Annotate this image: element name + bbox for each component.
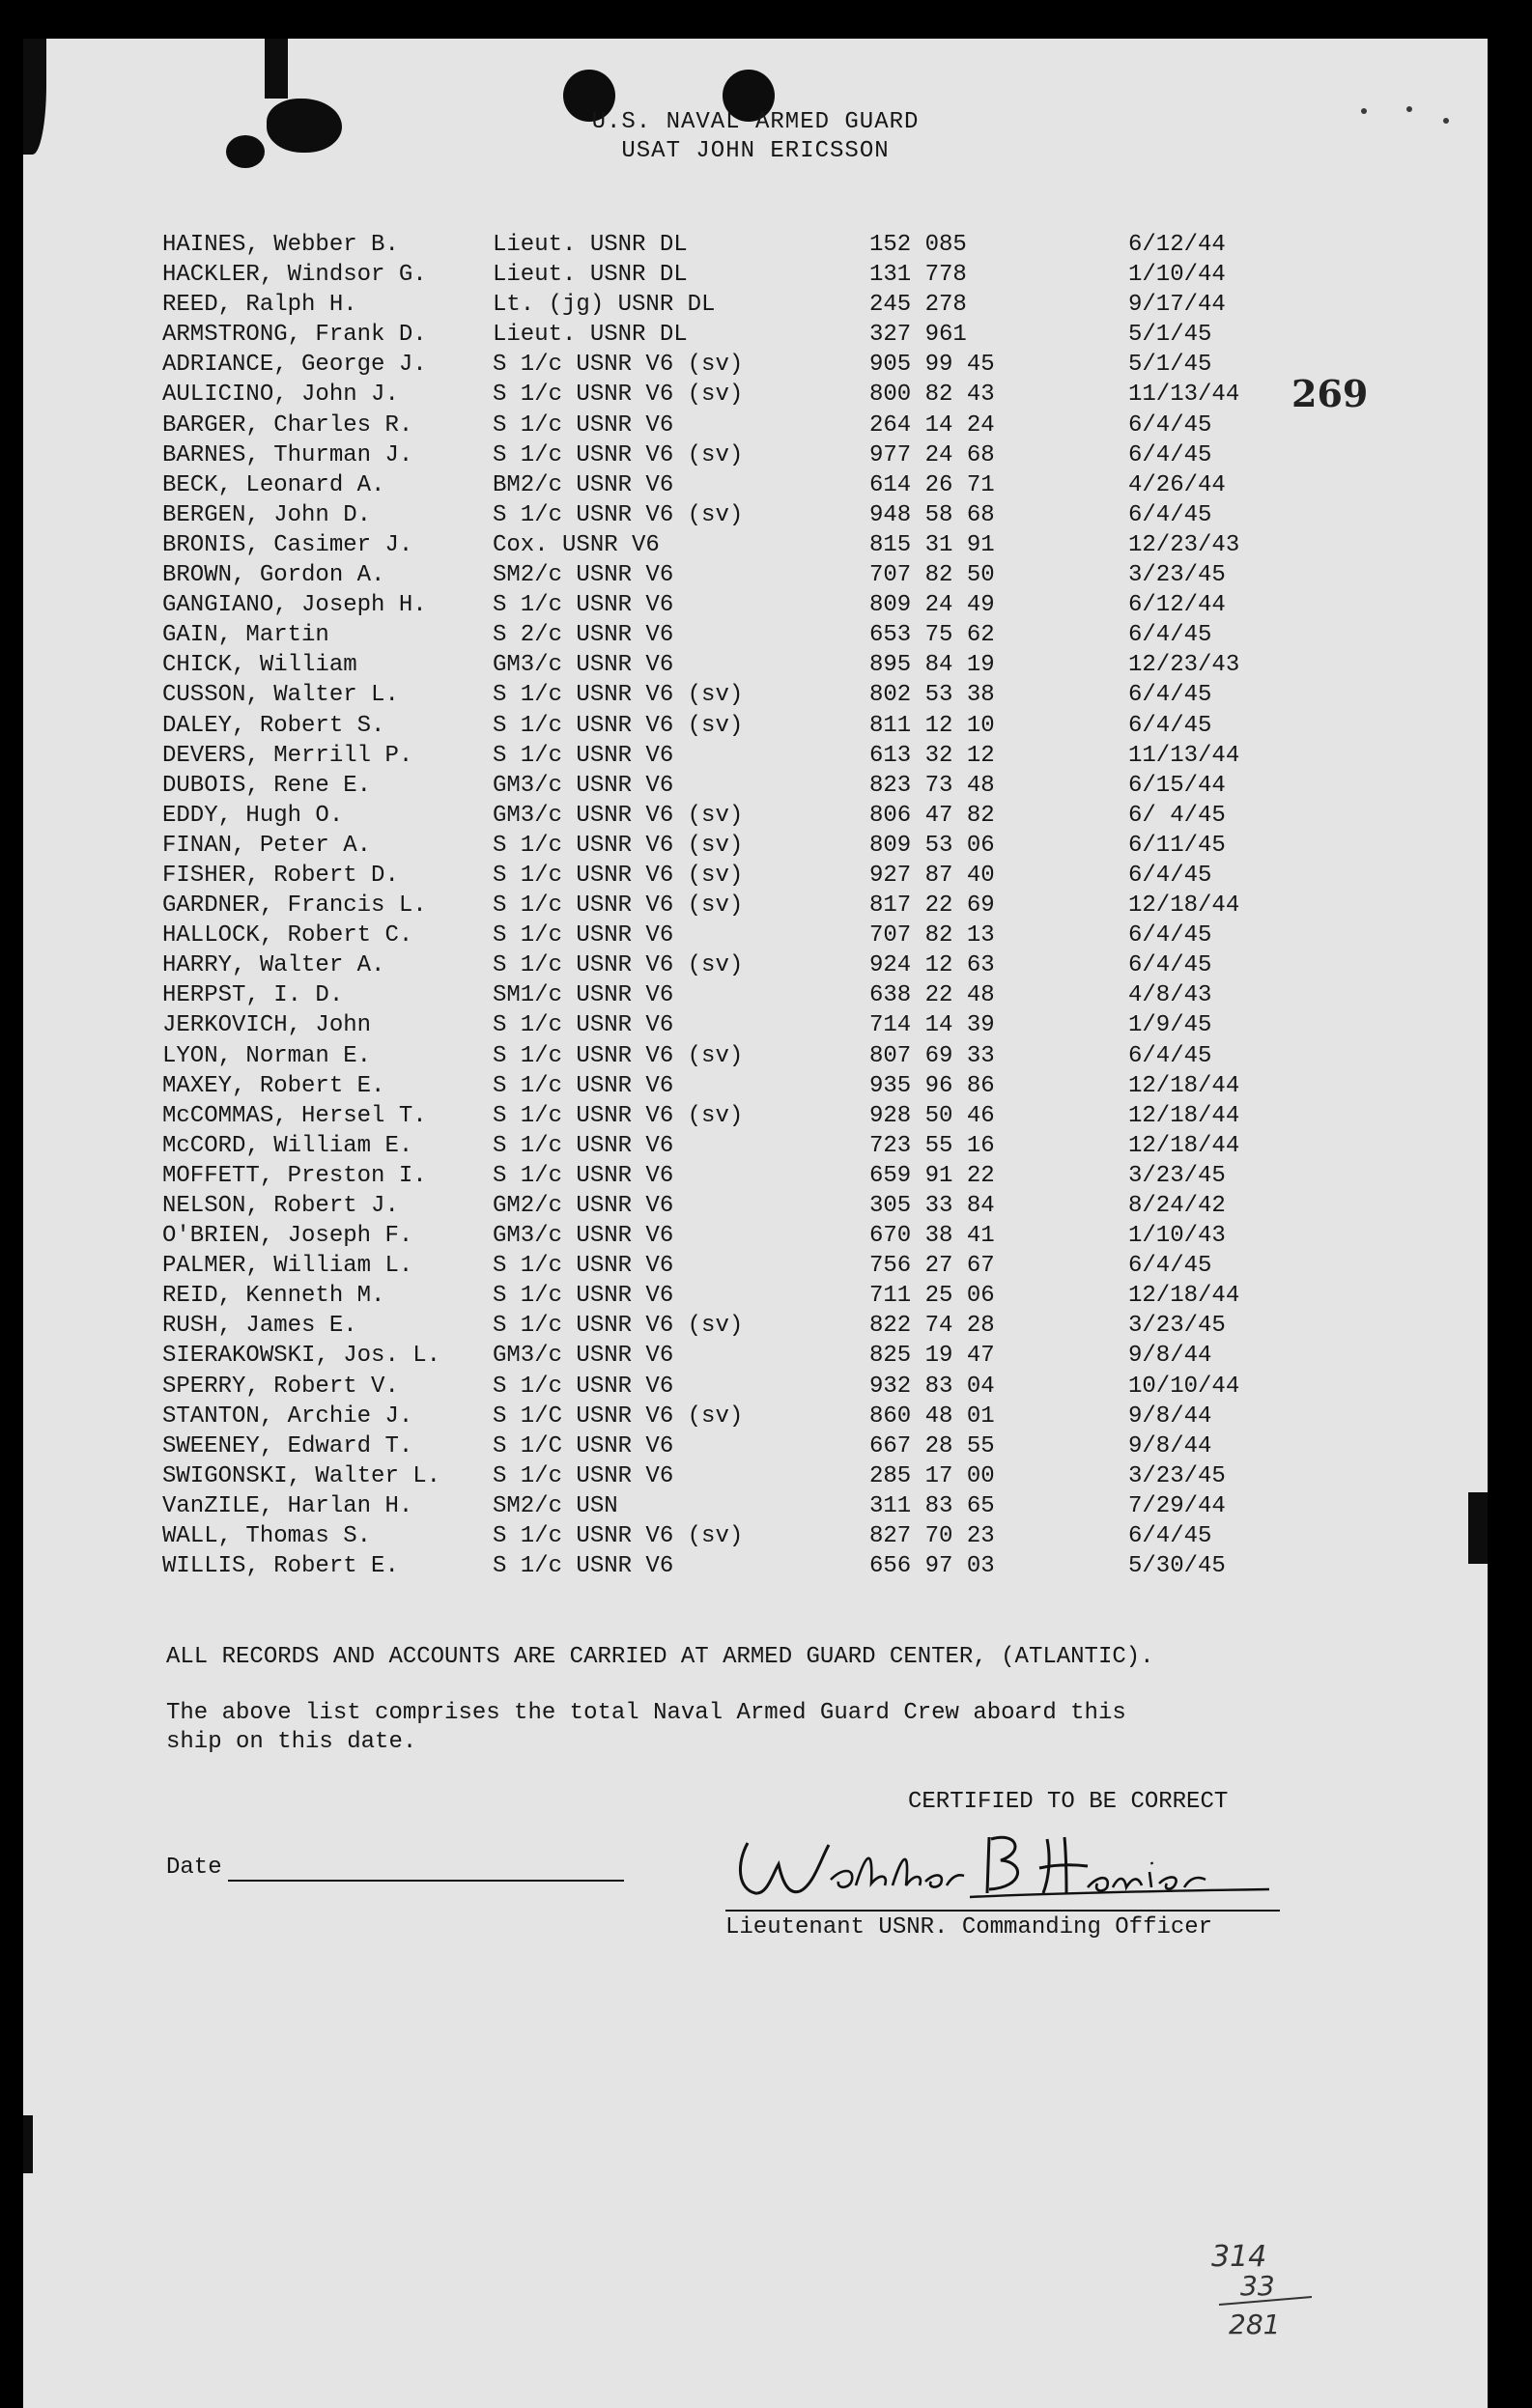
crew-date: 12/18/44 xyxy=(1128,1102,1240,1129)
crew-row xyxy=(162,1253,1321,1283)
crew-row xyxy=(162,1223,1321,1253)
crew-name: HARRY, Walter A. xyxy=(162,952,385,979)
crew-name: HACKLER, Windsor G. xyxy=(162,262,427,289)
crew-rate: S 1/c USNR V6 (sv) xyxy=(493,862,744,889)
crew-date: 6/4/45 xyxy=(1128,441,1212,468)
crew-row xyxy=(162,982,1321,1012)
crew-row xyxy=(162,472,1321,502)
crew-date: 6/4/45 xyxy=(1128,501,1212,528)
crew-service-number: 659 91 22 xyxy=(869,1162,995,1189)
date-blank-line xyxy=(228,1880,624,1882)
crew-date: 6/4/45 xyxy=(1128,1523,1212,1550)
crew-service-number: 656 97 03 xyxy=(869,1553,995,1580)
signature xyxy=(728,1826,1279,1903)
crew-row xyxy=(162,1073,1321,1103)
crew-rate: GM3/c USNR V6 xyxy=(493,652,674,679)
crew-date: 10/10/44 xyxy=(1128,1373,1240,1400)
crew-row xyxy=(162,1283,1321,1313)
crew-rate: SM2/c USNR V6 xyxy=(493,562,674,589)
crew-row xyxy=(162,1403,1321,1433)
crew-rate: S 1/c USNR V6 xyxy=(493,1462,674,1489)
crew-name: PALMER, William L. xyxy=(162,1253,413,1280)
crew-name: GARDNER, Francis L. xyxy=(162,892,427,920)
crew-service-number: 653 75 62 xyxy=(869,622,995,649)
crew-row xyxy=(162,502,1321,532)
crew-service-number: 977 24 68 xyxy=(869,441,995,468)
crew-service-number: 827 70 23 xyxy=(869,1523,995,1550)
crew-name: O'BRIEN, Joseph F. xyxy=(162,1223,413,1250)
crew-rate: S 1/c USNR V6 (sv) xyxy=(493,952,744,979)
crew-name: JERKOVICH, John xyxy=(162,1012,372,1039)
crew-name: CUSSON, Walter L. xyxy=(162,682,399,709)
crew-name: SWEENEY, Edward T. xyxy=(162,1432,413,1459)
crew-rate: Cox. USNR V6 xyxy=(493,531,660,558)
pencil-annotation xyxy=(1206,2231,1321,2347)
crew-row xyxy=(162,1012,1321,1042)
crew-row xyxy=(162,412,1321,442)
crew-name: GAIN, Martin xyxy=(162,622,329,649)
crew-date: 1/10/43 xyxy=(1128,1223,1226,1250)
crew-note-line1: The above list comprises the total Naval Armed Guard Crew aboard this xyxy=(166,1700,1126,1726)
crew-name: STANTON, Archie J. xyxy=(162,1402,413,1430)
crew-service-number: 707 82 50 xyxy=(869,562,995,589)
crew-rate: S 1/c USNR V6 xyxy=(493,1283,674,1310)
crew-service-number: 264 14 24 xyxy=(869,411,995,439)
crew-rate: Lieut. USNR DL xyxy=(493,262,688,289)
crew-row xyxy=(162,1043,1321,1073)
crew-rate: S 1/c USNR V6 (sv) xyxy=(493,682,744,709)
crew-row xyxy=(162,1374,1321,1403)
crew-row xyxy=(162,1313,1321,1343)
crew-service-number: 670 38 41 xyxy=(869,1223,995,1250)
crew-row xyxy=(162,1553,1321,1583)
crew-service-number: 723 55 16 xyxy=(869,1132,995,1159)
crew-rate: S 1/c USNR V6 xyxy=(493,742,674,769)
crew-date: 9/8/44 xyxy=(1128,1402,1212,1430)
crew-date: 6/12/44 xyxy=(1128,592,1226,619)
crew-date: 6/4/45 xyxy=(1128,712,1212,739)
crew-date: 5/30/45 xyxy=(1128,1553,1226,1580)
crew-service-number: 932 83 04 xyxy=(869,1373,995,1400)
crew-date: 12/18/44 xyxy=(1128,1283,1240,1310)
crew-name: BROWN, Gordon A. xyxy=(162,562,385,589)
crew-service-number: 823 73 48 xyxy=(869,772,995,799)
crew-name: DEVERS, Merrill P. xyxy=(162,742,413,769)
crew-name: McCORD, William E. xyxy=(162,1132,413,1159)
crew-service-number: 131 778 xyxy=(869,262,967,289)
crew-service-number: 825 19 47 xyxy=(869,1343,995,1370)
crew-row xyxy=(162,562,1321,592)
crew-rate: S 1/c USNR V6 (sv) xyxy=(493,832,744,859)
crew-name: MAXEY, Robert E. xyxy=(162,1072,385,1099)
crew-row xyxy=(162,682,1321,712)
crew-row xyxy=(162,1103,1321,1133)
crew-name: HERPST, I. D. xyxy=(162,982,344,1009)
crew-date: 3/23/45 xyxy=(1128,562,1226,589)
crew-name: SIERAKOWSKI, Jos. L. xyxy=(162,1343,441,1370)
crew-name: FISHER, Robert D. xyxy=(162,862,399,889)
crew-row xyxy=(162,622,1321,652)
crew-service-number: 327 961 xyxy=(869,322,967,349)
crew-rate: Lieut. USNR DL xyxy=(493,232,688,258)
crew-rate: S 1/c USNR V6 xyxy=(493,1553,674,1580)
crew-date: 6/4/45 xyxy=(1128,922,1212,949)
crew-name: SWIGONSKI, Walter L. xyxy=(162,1462,441,1489)
crew-name: SPERRY, Robert V. xyxy=(162,1373,399,1400)
crew-date: 5/1/45 xyxy=(1128,352,1212,379)
crew-date: 6/4/45 xyxy=(1128,862,1212,889)
crew-service-number: 714 14 39 xyxy=(869,1012,995,1039)
crew-row xyxy=(162,1133,1321,1163)
crew-name: EDDY, Hugh O. xyxy=(162,802,344,829)
crew-service-number: 815 31 91 xyxy=(869,531,995,558)
crew-name: DALEY, Robert S. xyxy=(162,712,385,739)
crew-date: 6/11/45 xyxy=(1128,832,1226,859)
page-stamp-number: 269 xyxy=(1291,372,1369,415)
crew-rate: S 1/C USNR V6 (sv) xyxy=(493,1402,744,1430)
crew-name: BARNES, Thurman J. xyxy=(162,441,413,468)
crew-name: CHICK, William xyxy=(162,652,357,679)
crew-rate: S 1/c USNR V6 xyxy=(493,1012,674,1039)
crew-row xyxy=(162,592,1321,622)
crew-service-number: 245 278 xyxy=(869,292,967,319)
crew-name: McCOMMAS, Hersel T. xyxy=(162,1102,427,1129)
crew-service-number: 895 84 19 xyxy=(869,652,995,679)
crew-rate: S 1/c USNR V6 xyxy=(493,592,674,619)
crew-date: 6/4/45 xyxy=(1128,622,1212,649)
crew-date: 6/4/45 xyxy=(1128,682,1212,709)
pencil-note-3: 281 xyxy=(1229,2309,1281,2340)
crew-rate: S 1/c USNR V6 xyxy=(493,1253,674,1280)
crew-note-line2: ship on this date. xyxy=(166,1729,417,1755)
document-page xyxy=(23,39,1488,2408)
crew-date: 1/10/44 xyxy=(1128,262,1226,289)
crew-name: HALLOCK, Robert C. xyxy=(162,922,413,949)
crew-date: 6/ 4/45 xyxy=(1128,802,1226,829)
crew-date: 8/24/42 xyxy=(1128,1193,1226,1219)
pencil-note-2: 33 xyxy=(1240,2270,1275,2302)
crew-row xyxy=(162,803,1321,833)
crew-row xyxy=(162,292,1321,322)
crew-service-number: 707 82 13 xyxy=(869,922,995,949)
crew-name: GANGIANO, Joseph H. xyxy=(162,592,427,619)
crew-name: FINAN, Peter A. xyxy=(162,832,372,859)
crew-row xyxy=(162,833,1321,863)
crew-service-number: 667 28 55 xyxy=(869,1432,995,1459)
crew-row xyxy=(162,232,1321,262)
crew-name: MOFFETT, Preston I. xyxy=(162,1162,427,1189)
crew-name: HAINES, Webber B. xyxy=(162,232,399,258)
crew-row xyxy=(162,1433,1321,1463)
crew-rate: S 1/c USNR V6 (sv) xyxy=(493,892,744,920)
crew-row xyxy=(162,352,1321,382)
crew-row xyxy=(162,952,1321,982)
crew-row xyxy=(162,1493,1321,1523)
crew-name: BERGEN, John D. xyxy=(162,501,372,528)
crew-rate: GM3/c USNR V6 xyxy=(493,772,674,799)
crew-service-number: 756 27 67 xyxy=(869,1253,995,1280)
crew-row xyxy=(162,773,1321,803)
crew-date: 12/18/44 xyxy=(1128,892,1240,920)
crew-rate: SM1/c USNR V6 xyxy=(493,982,674,1009)
crew-name: DUBOIS, Rene E. xyxy=(162,772,372,799)
crew-date: 9/8/44 xyxy=(1128,1343,1212,1370)
crew-service-number: 711 25 06 xyxy=(869,1283,995,1310)
crew-rate: S 1/c USNR V6 (sv) xyxy=(493,441,744,468)
crew-rate: Lt. (jg) USNR DL xyxy=(493,292,716,319)
crew-row xyxy=(162,442,1321,472)
crew-date: 9/17/44 xyxy=(1128,292,1226,319)
crew-rate: S 1/c USNR V6 (sv) xyxy=(493,1102,744,1129)
crew-name: RUSH, James E. xyxy=(162,1313,357,1340)
crew-date: 6/4/45 xyxy=(1128,411,1212,439)
crew-date: 3/23/45 xyxy=(1128,1162,1226,1189)
date-label: Date xyxy=(166,1855,222,1881)
crew-row xyxy=(162,1463,1321,1493)
crew-date: 9/8/44 xyxy=(1128,1432,1212,1459)
crew-roster xyxy=(162,232,1321,1583)
crew-row xyxy=(162,382,1321,411)
crew-row xyxy=(162,532,1321,562)
crew-date: 3/23/45 xyxy=(1128,1313,1226,1340)
crew-row xyxy=(162,1193,1321,1223)
certified-label: CERTIFIED TO BE CORRECT xyxy=(908,1789,1229,1815)
crew-date: 7/29/44 xyxy=(1128,1492,1226,1519)
crew-service-number: 285 17 00 xyxy=(869,1462,995,1489)
crew-rate: GM2/c USNR V6 xyxy=(493,1193,674,1219)
crew-rate: S 2/c USNR V6 xyxy=(493,622,674,649)
crew-name: NELSON, Robert J. xyxy=(162,1193,399,1219)
crew-date: 6/4/45 xyxy=(1128,1042,1212,1069)
crew-row xyxy=(162,262,1321,292)
crew-date: 4/8/43 xyxy=(1128,982,1212,1009)
crew-date: 1/9/45 xyxy=(1128,1012,1212,1039)
crew-service-number: 817 22 69 xyxy=(869,892,995,920)
crew-row xyxy=(162,922,1321,952)
crew-rate: S 1/c USNR V6 (sv) xyxy=(493,1523,744,1550)
crew-service-number: 311 83 65 xyxy=(869,1492,995,1519)
crew-name: BARGER, Charles R. xyxy=(162,411,413,439)
corner-tear xyxy=(23,39,46,155)
header-ship: USAT JOHN ERICSSON xyxy=(621,138,890,164)
crew-service-number: 935 96 86 xyxy=(869,1072,995,1099)
crew-rate: GM3/c USNR V6 (sv) xyxy=(493,802,744,829)
crew-date: 11/13/44 xyxy=(1128,382,1240,409)
crew-date: 11/13/44 xyxy=(1128,742,1240,769)
crew-service-number: 927 87 40 xyxy=(869,862,995,889)
crew-name: WALL, Thomas S. xyxy=(162,1523,372,1550)
crew-rate: SM2/c USN xyxy=(493,1492,618,1519)
crew-service-number: 802 53 38 xyxy=(869,682,995,709)
crew-service-number: 638 22 48 xyxy=(869,982,995,1009)
crew-service-number: 948 58 68 xyxy=(869,501,995,528)
right-edge-mark xyxy=(1468,1492,1488,1564)
left-edge-mark xyxy=(23,2115,33,2173)
crew-rate: GM3/c USNR V6 xyxy=(493,1343,674,1370)
crew-service-number: 614 26 71 xyxy=(869,471,995,498)
crew-rate: GM3/c USNR V6 xyxy=(493,1223,674,1250)
crew-service-number: 924 12 63 xyxy=(869,952,995,979)
crew-name: ADRIANCE, George J. xyxy=(162,352,427,379)
crew-row xyxy=(162,713,1321,743)
crew-service-number: 809 53 06 xyxy=(869,832,995,859)
crew-row xyxy=(162,322,1321,352)
header-unit: U.S. NAVAL ARMED GUARD xyxy=(591,109,920,135)
crew-service-number: 928 50 46 xyxy=(869,1102,995,1129)
crew-date: 12/23/43 xyxy=(1128,531,1240,558)
crew-rate: BM2/c USNR V6 xyxy=(493,471,674,498)
crew-name: AULICINO, John J. xyxy=(162,382,399,409)
torn-edge-blot xyxy=(265,39,288,99)
crew-service-number: 811 12 10 xyxy=(869,712,995,739)
crew-date: 6/15/44 xyxy=(1128,772,1226,799)
crew-name: BECK, Leonard A. xyxy=(162,471,385,498)
crew-row xyxy=(162,1523,1321,1553)
records-note: ALL RECORDS AND ACCOUNTS ARE CARRIED AT ARMED GUARD CENTER, (ATLANTIC). xyxy=(166,1644,1154,1670)
officer-title: Lieutenant USNR. Commanding Officer xyxy=(725,1914,1213,1941)
crew-rate: S 1/c USNR V6 (sv) xyxy=(493,501,744,528)
crew-date: 12/18/44 xyxy=(1128,1072,1240,1099)
crew-rate: S 1/c USNR V6 xyxy=(493,1373,674,1400)
crew-date: 12/23/43 xyxy=(1128,652,1240,679)
crew-date: 5/1/45 xyxy=(1128,322,1212,349)
crew-name: REED, Ralph H. xyxy=(162,292,357,319)
crew-rate: S 1/c USNR V6 (sv) xyxy=(493,1042,744,1069)
crew-date: 6/12/44 xyxy=(1128,232,1226,258)
crew-rate: S 1/C USNR V6 xyxy=(493,1432,674,1459)
crew-date: 12/18/44 xyxy=(1128,1132,1240,1159)
crew-row xyxy=(162,1343,1321,1373)
crew-rate: S 1/c USNR V6 xyxy=(493,1162,674,1189)
crew-service-number: 860 48 01 xyxy=(869,1402,995,1430)
crew-rate: S 1/c USNR V6 xyxy=(493,922,674,949)
crew-row xyxy=(162,1163,1321,1193)
crew-service-number: 305 33 84 xyxy=(869,1193,995,1219)
crew-rate: Lieut. USNR DL xyxy=(493,322,688,349)
crew-service-number: 905 99 45 xyxy=(869,352,995,379)
crew-service-number: 809 24 49 xyxy=(869,592,995,619)
crew-name: BRONIS, Casimer J. xyxy=(162,531,413,558)
crew-service-number: 613 32 12 xyxy=(869,742,995,769)
crew-row xyxy=(162,743,1321,773)
crew-rate: S 1/c USNR V6 (sv) xyxy=(493,1313,744,1340)
crew-date: 6/4/45 xyxy=(1128,952,1212,979)
crew-name: VanZILE, Harlan H. xyxy=(162,1492,413,1519)
signature-rule xyxy=(725,1910,1280,1912)
crew-row xyxy=(162,892,1321,922)
crew-service-number: 806 47 82 xyxy=(869,802,995,829)
crew-rate: S 1/c USNR V6 (sv) xyxy=(493,382,744,409)
crew-service-number: 807 69 33 xyxy=(869,1042,995,1069)
crew-rate: S 1/c USNR V6 (sv) xyxy=(493,352,744,379)
crew-name: REID, Kenneth M. xyxy=(162,1283,385,1310)
crew-service-number: 800 82 43 xyxy=(869,382,995,409)
pencil-note-1: 314 xyxy=(1211,2240,1267,2274)
crew-service-number: 822 74 28 xyxy=(869,1313,995,1340)
crew-rate: S 1/c USNR V6 xyxy=(493,1132,674,1159)
crew-date: 3/23/45 xyxy=(1128,1462,1226,1489)
crew-date: 6/4/45 xyxy=(1128,1253,1212,1280)
crew-name: ARMSTRONG, Frank D. xyxy=(162,322,427,349)
crew-rate: S 1/c USNR V6 xyxy=(493,1072,674,1099)
crew-row xyxy=(162,652,1321,682)
crew-date: 4/26/44 xyxy=(1128,471,1226,498)
crew-rate: S 1/c USNR V6 (sv) xyxy=(493,712,744,739)
crew-name: LYON, Norman E. xyxy=(162,1042,372,1069)
crew-name: WILLIS, Robert E. xyxy=(162,1553,399,1580)
crew-rate: S 1/c USNR V6 xyxy=(493,411,674,439)
crew-row xyxy=(162,863,1321,892)
crew-service-number: 152 085 xyxy=(869,232,967,258)
